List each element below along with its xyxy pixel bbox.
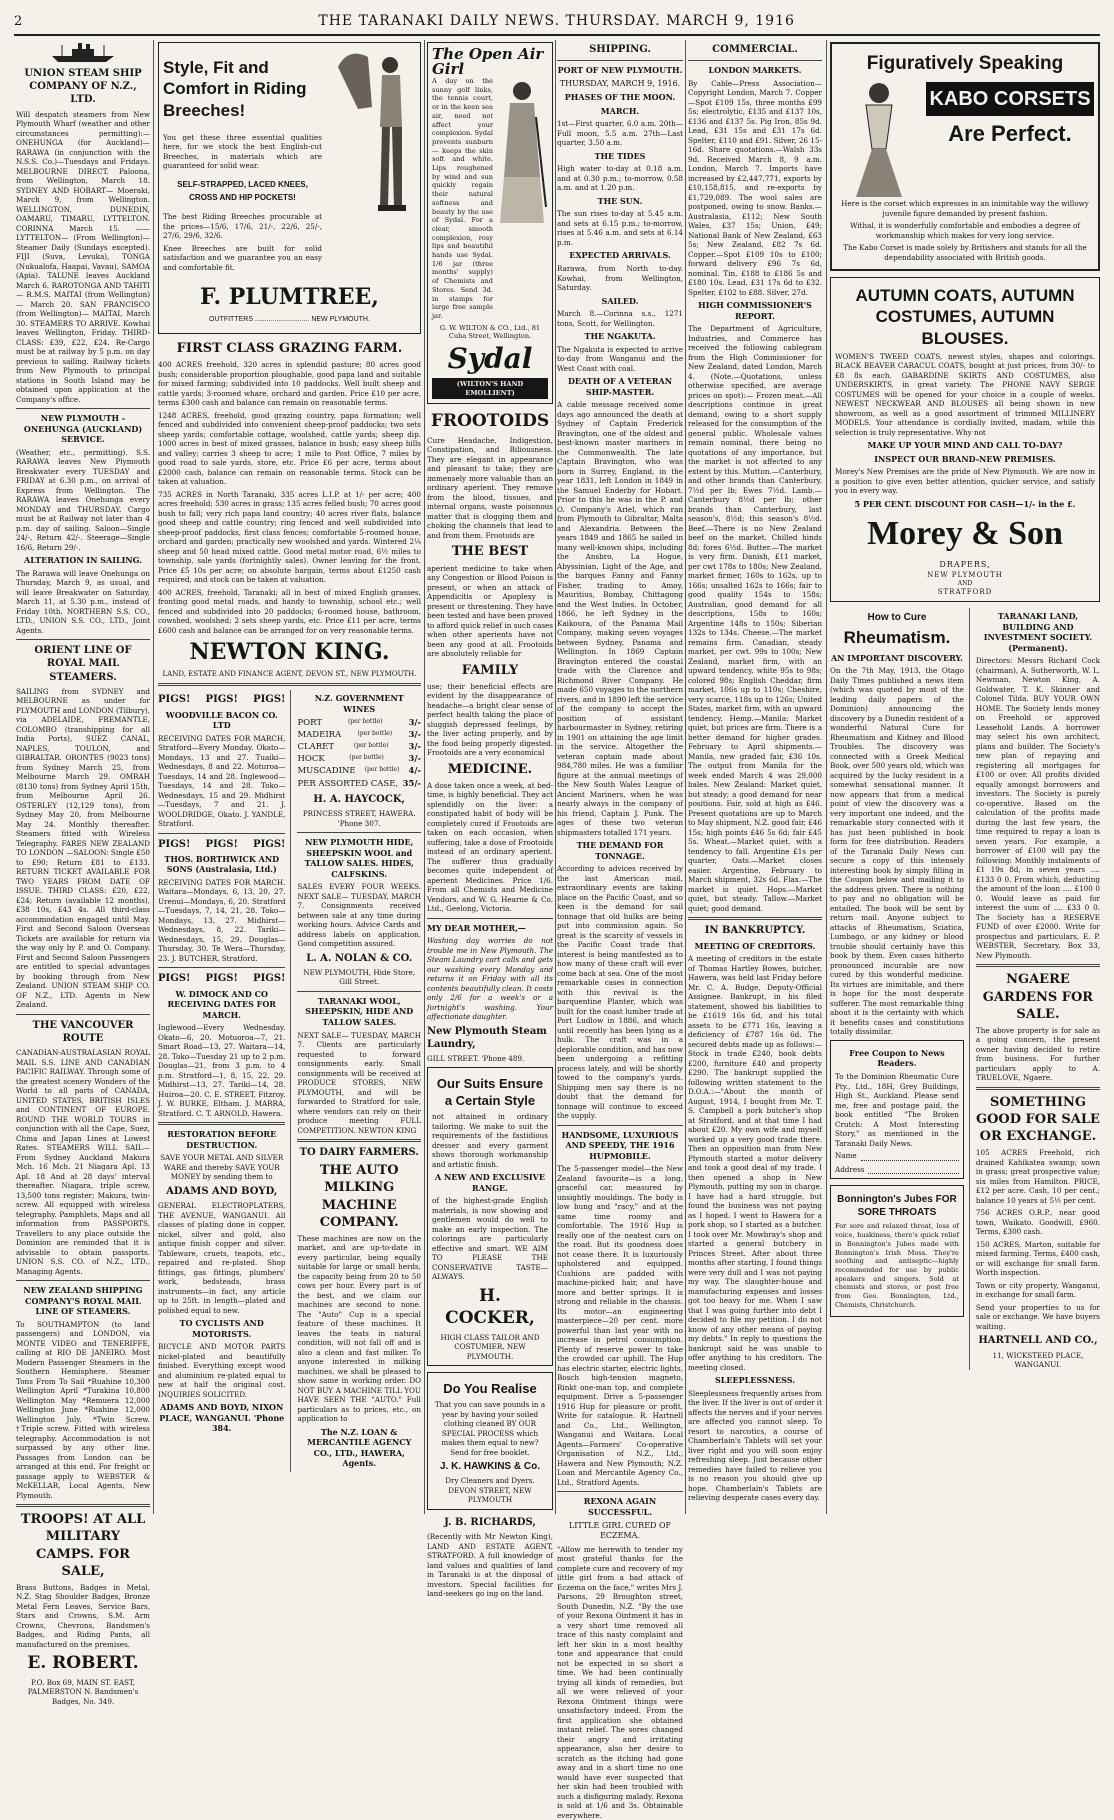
restoration-body: SAVE YOUR METAL AND SILVER WARE and thereby SAVE YOUR MONEY by sending them to: [160, 1153, 284, 1182]
adams-name: ADAMS AND BOYD,: [166, 1185, 278, 1197]
rheum-title: Rheumatism.: [843, 628, 951, 648]
dimock-body: Inglewood—Every Wednesday. Okato—6, 20. Motuoroa—7, 21. Smart Road—13, 27. Waitara—14, 28. Toko—Tuesday 21 up to 2 p.m. Douglas—21, from 3 p.m. to 4 p.m. Stratford—1, 8, 15, 22, 29. Midhirst—13, 27. Tariki—14, 28. Huiroa—20. C. E. STREET, Fitzroy. J. W. BURKE, Eltham. J. MARRA, Stratford. C. T. ARNOLD, Hawera.: [158, 1023, 286, 1118]
column-drapery-ads: [830, 40, 1100, 1514]
autumn-title: AUTUMN COATS, AUTUMN COSTUMES, AUTUMN BLOUSES.: [855, 286, 1075, 348]
cocker-address: HIGH CLASS TAILOR AND COSTUMIER, NEW PLYMOUTH.: [440, 1332, 540, 1361]
plumtree-ad: [158, 42, 421, 334]
wine-unit: (per bottle): [364, 766, 400, 774]
dairy-title: TO DAIRY FARMERS.: [299, 1147, 419, 1159]
frootoids-body: Cure Headache, Indigestion, Constipation, and Biliousness. They are elegant in appearance and pleasant to take; they are immensely more valuable than an ordinary aperient. They remove from the blood, tissues, and internal organs, waste poisonous matter that is clogging them and choking the channels that lead to and from them. Frootoids are: [427, 435, 553, 540]
plumtree-intro: You get these three essential qualities here, for we stock the best English-cut Breeches, in materials which are guaranteed for solid wear.: [163, 132, 322, 171]
auto-body: These machines are now on the market, and are up-to-date in every particular, being equally suitable for large or small herds, the capacity being from 20 to 50 cows per hour. Every part is of the best, and we claim our machines are second to none. The "Auto" Cup is a special feature of these machines. It leaves the teats in natural condition, will not fall off and is also a clean and fast milker. To anyone interested in milking machines, we shall be pleased to show same in working order. DO NOT BUY A MACHINE TILL YOU HAVE SEEN THE "AUTO." Full particulars as to prices, etc., on application to: [297, 1233, 421, 1424]
coupon-address-field[interactable]: [868, 1165, 958, 1175]
pigs-row: [158, 838, 285, 851]
london-body: By Cable—Press Association—Copyright London, March 7. Copper—Spot £109 15s, three months £99 5s; electrolytic, £135 and £137 10s, £136 and £137 5s. Pig Iron, 85s 9d. Lead, £31 15s and £31 17s 6d. Spelter, £110 and £91. Silver, 26 15-16d. Share quotations.—Walsh 33s 9d. Received March 8, 9 a.m. London, March 7. Imports have increased by £2,447,771, exports by £10,158,815, and re-exports by £1,729,089. The wool sales are postponed, owing to snow. Banks.—Australasia, £112; New South Wales, £37 15s; Union, £49; National Bank of New Zealand, £63 5s; New Zealand, £82 7s 6d. Copper.—Spot £109 10s to £100; forward delivery £96 7s 6d, nominal. Tin, £188 to £186 5s and £180 10s. Lead, £31 17s 6d to £32. Spelter, £102 to £88. Silver, 27d.: [688, 78, 822, 297]
taranaki-wool-title: TARANAKI WOOL, SHEEPSKIN, HIDE AND TALLOW SALES.: [305, 995, 414, 1027]
coupon-name-field[interactable]: [861, 1151, 959, 1161]
restoration-title: RESTORATION BEFORE DESTRUCTION.: [167, 1129, 277, 1150]
wine-price: 3/-: [408, 741, 421, 752]
wine-name: MADEIRA: [297, 729, 342, 740]
newton-king-name: NEWTON KING.: [189, 639, 390, 666]
jubes-ad: [830, 1185, 964, 1317]
sun-body: The sun rises to-day at 5.45 a.m. and sets at 6.15 p.m.; to-morrow, rises at 5.46 a.m. and sets at 6.14 p.m.: [557, 209, 683, 247]
pigs-row: [158, 693, 285, 706]
pigs-label: PIGS!: [253, 694, 286, 706]
wine-price: 3/-: [408, 729, 421, 740]
something-150: 150 ACRES, Marton, suitable for mixed farming. Terms, £400 cash, or will exchange for small farm. Worth inspection.: [975, 1239, 1101, 1278]
coupon-title: Free Coupon to News Readers.: [849, 1047, 945, 1069]
cocker-name: H. COCKER,: [445, 1285, 535, 1329]
wine-unit: (per bottle): [347, 717, 383, 725]
building-title: TARANAKI LAND, BUILDING AND INVESTMENT SOCIETY. (Permanent).: [983, 611, 1093, 653]
haycock-address: PRINCESS STREET, HAWERA. 'Phone 307.: [302, 809, 416, 828]
column-display-ads: [158, 40, 421, 1514]
alteration-title: ALTERATION IN SAILING.: [24, 555, 142, 566]
morey-name: Morey & Son: [867, 515, 1063, 553]
creditors-body: A meeting of creditors in the estate of Thomas Hartley Bowes, butcher, Hawera, was held last Friday before Mr. C. A. Budge, Deputy-Official Assignee. Bankrupt, in his filed statement, showed his liabilities to be £1619 16s 6d, and his total assets to be £771 16s, leaving a deficiency of £787 16s 6d. The secured debts made up as follows:—Stock in trade £240, book debts £200, furniture £40 and property £290. The bankrupt supplied the following written statement to the D.O.A.:—"About the month of August, 1914, I bought from Mr. T. S. Campbell a pork butcher's shop at Stratford, and at that time I had about £20. My own wife and myself worked up a very good trade there. Then an opposition man from New Plymouth started a motor delivery and took a good deal of my trade. I then opened a shop in New Plymouth, putting my son in charge. I have had a hard struggle, but found the business was not paying as I hoped. I went to Hawera for a pork shop, so I started as a butcher. I took over Mr. Mowbray's shop and started a general butchery in Princes Street. After about three months after starting, I found things were very dull and I was not paying my way. The slaughter-house and manufacturing expenses and losses got too heavy for me. When I saw that I was going further into debt I decided to file my petition. I do not know of any other means of paying my debts." In reply to questions the bankrupt said he was unable to offer anything to his creditors. The meeting closed.: [688, 954, 822, 1372]
farm-1248: 1248 ACRES, freehold, good grazing country, papa formation; well fenced and subdivided into convenient sheep-proof paddocks; two sets sheep yards; comfortable cottage, woolshed, cattle yards; sheep dip. 1000 acres in best of mixed grasses, balance in bush; easy sheep hills and valley; carries 3 sheep to acre; 1 mile to Post Office, 7 miles by good road to sale yards, store, etc. Price £6 per acre, terms about £2000 cash, balance can remain on reasonable terms. Stock can be taken at valuation.: [158, 410, 421, 487]
moon-month: MARCH.: [600, 105, 640, 116]
hawkins-ad: [427, 1372, 553, 1510]
corset-woman-illustration: [836, 79, 922, 199]
coupon-name-label: Name: [835, 1151, 857, 1161]
rheum-body: On the 7th May, 1913, the Otago Daily Times published a news item (which was quoted by most of the leading daily papers of the Dominion) announcing the discovery by a Dunedin resident of a wonderful Natural Cure for Rheumatism and Kidney and Blood Troubles. The discovery was connected with a Greek Medical Book, over 500 years old, which was acquired by the lucky resident in a somewhat sensational manner. It now appears that from a medical point of view the discovery was a very important one indeed, and the remarkable story connected with it has just been published in book form for free distribution. Readers of the Taranaki Daily News can secure a copy of this intensely interesting book by simply filling in the Coupon below and mailing it to the address given. There is nothing to pay and no obligation will be entailed. The book will be sent by return mail. Anyone subject to attacks of Rheumatism, Sciatica, Lumbago, or any kidney or blood trouble should certainly have this book by them. Even cases hitherto pronounced incurable are now cured by this wonderful medicine. Its virtues are inimitable, and there is hope for the most desperate sufferer. The most remarkable thing about it is the certainty with which it benefits cases and constitutions totally dissimilar.: [830, 666, 964, 1037]
suits-title: Our Suits Ensure a Certain Style: [436, 1075, 544, 1108]
farm-title: FIRST CLASS GRAZING FARM.: [176, 341, 403, 356]
column-shipping-news: [557, 40, 683, 1820]
wine-row: [297, 730, 421, 741]
haycock-name: H. A. HAYCOCK,: [313, 793, 406, 805]
wine-price: 3/-: [408, 754, 421, 765]
wine-price: 3/-: [408, 717, 421, 728]
wine-unit: (per bottle): [357, 729, 393, 737]
plumtree-headline: Style, Fit and Comfort in Riding Breeches!: [163, 58, 307, 120]
pigs-label: PIGS!: [158, 694, 191, 706]
horse-rider-illustration: [328, 47, 416, 217]
realise-title: Do You Realise: [443, 1381, 537, 1397]
union-steam-title: UNION STEAM SHIP COMPANY OF N.Z., LTD.: [24, 68, 142, 106]
onehunga-body: (Weather, etc., permitting). S.S. RARAWA leaves New Plymouth Breakwater every TUESDAY and FRIDAY at 6.30 p.m., on arrival of Express from Wellington. The RARAWA leaves Onehunga every MONDAY and THURSDAY. Cargo must be at Railway not later than 4 p.m. day of sailing. Saloon—Single 24/-, Return 42/-. Steerage—Single 16/6, Return 29/-.: [16, 447, 150, 552]
demand-title: THE DEMAND FOR TONNAGE.: [576, 840, 664, 861]
column-brand-ads: [427, 40, 553, 1599]
autumn-premises-body: Morey's New Premises are the pride of New Plymouth. We are now in a position to give even better attention, quicker service, and satisfy you in every way.: [835, 467, 1095, 496]
sydal-body: A day on the sunny golf links, the tennis court, or in the keen sea air, need not affect your complexion. Sydal prevents sunburn — keeps the skin soft and white. Lips roughened by wind and sun quickly regain their natural softness and beauty by the use of Sydal. For a clear, smooth complexion, rosy lips and beautiful hands use Sydal. 1/6 jar (three months' supply) of Chemists and Stores. Send 3d. in stamps for large free sample jar.: [432, 77, 493, 320]
sailed-body: March 8.—Corinna s.s., 1271 tons, Scott, for Wellington.: [557, 309, 683, 328]
onehunga-title: NEW PLYMOUTH - ONEHUNGA (AUCKLAND) SERVICE.: [23, 413, 143, 445]
best-body: aperient medicine to take when any Congestion or Blood Poison is present, or when an attack of Appendicitis or Apoplexy is present or threatening. They have been tested and have been proved to afford quick relief in such cases when other aperients have not been any good at all. Frootoids are absolutely reliable for: [427, 563, 553, 659]
kabo-headline: Figuratively Speaking: [866, 53, 1064, 74]
morey-role: DRAPERS,: [939, 560, 991, 570]
wine-price-list: [297, 718, 421, 790]
masthead: [14, 8, 1100, 36]
kabo-brand: KABO CORSETS: [926, 82, 1094, 116]
sydal-tag: (WILTON'S HAND EMOLLIENT): [432, 378, 548, 399]
cyclists-title: TO CYCLISTS AND MOTORISTS.: [179, 1318, 264, 1339]
sleeplessness-title: SLEEPLESSNESS.: [714, 1375, 795, 1386]
borthwick-body: RECEIVING DATES FOR MARCH. Waitara—Mondays, 6, 13, 20, 27. Urenui—Mondays, 6, 20. Stratford—Tuesdays, 7, 14, 21, 28. Toko—Mondays, 13, 27. Midhirst—Wednesdays, 8, 22. Tariki—Wednesdays, 15, 29. Douglas—Thursday, 30. Te Wera—Thursday, 23. J. BUTCHER, Stratford.: [158, 877, 286, 963]
auto-title: THE AUTO MILKING MACHINE COMPANY.: [319, 1163, 399, 1230]
rexona-body: "Allow me herewith to tender my most grateful thanks for the complete cure and recovery of my little girl from a bad attack of Eczema on the face," writes Mrs J. Parsons, 29 Broughton street, South Dunedin, N.Z. "By the use of your Rexona Ointment it has in a very short time removed all trace of this nasty complaint and left her skin in a most healthy tone and appearance that could not be expected in so short a time. We had been continually trying all kinds of remedies, but all we were relieved of your Rexona Ointment things were unsatisfactory indeed. From the first application she obtained instant relief. The sores changed their angry and irritating appearance, also her desire to scratch as the itching had gone away and in a short time no one would have ever suspected that her skin had been troubled with such a disfiguring malady. Rexona is sold at 1/6 and 3s. Obtainable everywhere.: [557, 1544, 683, 1820]
kabo-ad: [830, 42, 1100, 271]
robert-name: E. ROBERT.: [27, 1653, 139, 1674]
mother-title: MY DEAR MOTHER,—: [427, 922, 526, 933]
column-rule: [153, 40, 154, 1514]
adams-body: GENERAL ELECTROPLATERS, THE AVENUE, WANGANUI. All classes of plating done in copper, nickel, silver and gold, also antique finish copper and silver. Tableware, cruets, teapots, etc., repaired and re-plated. Shop fittings, gas fittings, plumbers' work, bedsteads, brass instruments—in fact, any article up to 25ft. in length—plated and polished equal to new.: [158, 1201, 286, 1315]
troops-title: TROOPS! AT ALL MILITARY CAMPS. FOR SALE,: [20, 1512, 146, 1579]
kabo-tag: Are Perfect.: [948, 121, 1072, 147]
wine-name: PORT: [297, 717, 323, 728]
ngaere-title: NGAERE GARDENS FOR SALE.: [982, 972, 1094, 1022]
robert-address: P.O. Box 69, MAIN ST. EAST, PALMERSTON N. Bandsmen's Badges, No. 349.: [27, 1677, 139, 1706]
morey-ad: [830, 277, 1100, 602]
autumn-premises: INSPECT OUR BRAND-NEW PREMISES.: [874, 453, 1056, 464]
pigs-label: PIGS!: [205, 838, 238, 850]
medicine-title: MEDICINE.: [447, 761, 533, 777]
wine-row: [297, 779, 421, 790]
sailed-title: SAILED.: [601, 295, 639, 306]
something-105: 105 ACRES Freehold, rich drained Kahikatea swamp; sown in grass; great prospective value; six miles from Hamilton. PRICE, £12 per acre. Cash, 10 per cent.; balance 10 years at 5½ per cent.: [975, 1148, 1100, 1205]
plumtree-features: SELF-STRAPPED, LACED KNEES, CROSS AND HIP POCKETS!: [177, 179, 308, 202]
column-commercial: [688, 40, 822, 1514]
best-title: THE BEST: [451, 544, 529, 560]
masthead-title: THE TARANAKI DAILY NEWS. THURSDAY. MARCH 9, 1916: [318, 13, 795, 29]
expected-body: Rarawa, from North to-day. Kowhai, from Wellington, Saturday.: [557, 264, 683, 293]
rexona-subtitle: LITTLE GIRL CURED OF ECZEMA.: [568, 1520, 672, 1541]
alteration-body: The Rarawa will leave Onehunga on Thursday, March 9, as usual, and will leave Breakwater on Saturday, March 11, at 5.30 p.m., instead of Friday 10th. NORTHERN S.S. CO., LTD., UNION S.S. CO., LTD., Joint Agents.: [16, 568, 150, 635]
plumtree-prices: The best Riding Breeches procurable at the prices—15/6, 17/6, 21/-, 22/6, 25/-, 27/6, 29/6, 32/6.: [163, 212, 322, 241]
suits-body2: of the highest-grade English materials, is now showing and gentlemen would do well to make an early inspection. The colorings are particularly effective and smart. WE AIM TO PLEASE THE CONSERVATIVE TASTE—ALWAYS.: [432, 1196, 548, 1282]
expected-title: EXPECTED ARRIVALS.: [569, 250, 671, 261]
plumtree-footer: OUTFITTERS ............................ NEW PLYMOUTH.: [209, 316, 370, 324]
moon-title: PHASES OF THE MOON.: [564, 92, 676, 103]
sydal-headline: The Open Air Girl: [432, 45, 544, 78]
taranaki-wool-body: NEXT SALE— TUESDAY, MARCH 7. Clients are particularly requested to forward consignments early. Small consignments will be received at PRODUCE STORES, NEW PLYMOUTH, and will be forwarded to Stratford for sale, where vendors can rely on their produce meeting FULL COMPETITION. NEWTON KING: [297, 1030, 421, 1135]
high-comm-title: HIGH COMMISSIONER'S REPORT.: [698, 300, 812, 321]
plumtree-note: Knee Breeches are built for solid satisfaction and we guarantee you an easy and comfortable fit.: [163, 243, 322, 272]
family-title: FAMILY: [461, 662, 519, 678]
wine-price: 35/-: [402, 778, 421, 789]
something-756: 756 ACRES O.R.P., near good town, Waikato. Goodwill, £960. Terms, £300 cash.: [975, 1208, 1100, 1237]
wine-name: CLARET: [297, 741, 335, 752]
wine-name: HOCK: [297, 754, 325, 765]
richards-name: J. B. RICHARDS,: [444, 1516, 536, 1528]
rheum-subtitle: AN IMPORTANT DISCOVERY.: [830, 652, 963, 663]
morey-and: AND: [957, 580, 973, 588]
mother-body: Washing day worries do not trouble me in New Plymouth. The Steam Laundry cart calls and gets our washing every Monday and returns it on Friday with all its contents beautifully clean. It costs only 2/6 for a week's or a fortnight's washing. Your affectionate daughter.: [427, 936, 553, 1022]
sydal-ad: [427, 42, 553, 404]
moon-body: 1st—First quarter, 6.0 a.m. 20th—Full moon, 5.5 a.m. 27th—Last quarter, 3.50 a.m.: [557, 119, 683, 148]
sydal-brand: Sydal: [447, 342, 533, 376]
coupon-address-label: Address: [835, 1164, 865, 1174]
pigs-label: PIGS!: [158, 973, 191, 985]
page-number: 2: [14, 13, 24, 29]
something-note: Send your properties to us for sale or exchange. We have buyers waiting.: [975, 1302, 1100, 1331]
something-town: Town or city property, Wanganui, in exchange for small farm.: [975, 1280, 1100, 1300]
london-title: LONDON MARKETS.: [708, 65, 802, 76]
tides-body: High water to-day at 0.18 a.m. and at 0.30 p.m.; to-morrow, 0.58 a.m. and at 1.20 p.m.: [557, 164, 683, 193]
morey-place-2: STRATFORD: [937, 588, 993, 597]
nz-wines-title: N.Z. GOVERNMENT WINES: [314, 693, 404, 714]
steamship-icon: [48, 42, 118, 64]
sheepskin-title: NEW PLYMOUTH HIDE, SHEEPSKIN WOOL and TALLOW SALES. HIDES, CALFSKINS.: [304, 837, 414, 879]
jubes-body: For sore and relaxed throat, loss of voice, huskiness, there's quick relief in Bonnington's Jubes made with Bonnington's Irish Moss. They're soothing and antiseptic—highly recommended for use by public speakers and singers. Sold at chemists and stores, or post free from Geo. Bonnington, Ltd., Chemists, Christchurch.: [835, 1222, 959, 1309]
date-line: THURSDAY, MARCH 9, 1916.: [559, 78, 681, 88]
wine-price: 4/-: [408, 766, 421, 777]
hartnell-name: HARTNELL AND CO.,: [978, 1335, 1098, 1347]
something-title: SOMETHING GOOD FOR SALE OR EXCHANGE.: [975, 1094, 1100, 1145]
borthwick-title: THOS. BORTHWICK AND SONS (Australasia, Ltd.): [164, 853, 280, 875]
orient-title: ORIENT LINE OF ROYAL MAIL STEAMERS.: [34, 645, 132, 683]
medicine-body: A dose taken once a week, at bed-time, is highly beneficial. They act splendidly on the liver: a constipated habit of body will be completely cured if Frootoids are taken on each occasion, when suffering, take a dose of Frootoids instead of an ordinary aperient. The sufferer thus gradually becomes quite independent of aperient Medicines. Price 1/6. From all Chemists and Medicine Vendors, and W. G. Hearne & Co. Ltd., Geelong, Victoria.: [427, 780, 553, 914]
woodville-title: WOODVILLE BACON CO. LTD: [165, 709, 278, 731]
suits-new: A NEW AND EXCLUSIVE RANGE.: [435, 1172, 545, 1193]
union-steam-body: Will despatch steamers from New Plymouth Wharf (weather and other circumstances permitting):— ONEHUNGA (for Auckland)— RARAWA (in conjunction with the N.S.S. Co.)—Tuesdays and Fridays. MELBOURNE DIRECT. Paloona, from Wellington, March 18. SYDNEY AND HOBART— Moeraki, March 9, from Wellington. WELLINGTON, DUNEDIN, OAMARU, TIMARU, LYTTELTON. CORINNA March 15. ——LYTTELTON— (From Wellington)— Steamer Daily (Sundays excepted). FIJI (Suva, Levuka), TONGA (Nukualofa, Haapai, Vavau), SAMOA (Apia). TALUNE leaves Auckland March 6. RAROTONGA AND TAHITI— R.M.S. MAITAI (from Wellington)— March 20. SAN FRANCISCO (from Wellington)— MAITAI, March 30. STEAMERS TO ARRIVE. Kowhai leaves Wellington, Friday. THIRD-CLASS: £39, £22, £24. Re-Cargo must be at railway by 5 p.m. on day previous to sailing. Railway tickets from New Plymouth to principal stations in South Island may be obtained upon application at the Company's office.: [16, 109, 150, 404]
hupmobile-title: HANDSOME, LUXURIOUS AND SPEEDY, THE 1916 HUPMOBILE.: [561, 1129, 679, 1161]
ngakuta-title: THE NGAKUTA.: [584, 331, 656, 342]
farm-735: 735 ACRES in North Taranaki, 335 acres L.I.P. at 1/- per acre; 400 acres freehold; 530 acres in grass; 135 acres felled bush; 70 acres good bush to fall; very rich papa land country; 40 acres river flats, balance good sheep and cattle country; ring fenced and well subdivided into sheep-proof paddocks, first class fences; comfortable 5-roomed house, orchard and garden; practically new woolshed and yards. Wintered 2¼ sheep and 50 head mixed cattle. Good metal motor road, 6½ miles to township, sale yards (fortnightly sales). Owner leaving for the front. Price £5 10s per acre; on absolute bargain, terms about £1250 cash required, and stock can be taken at valuation.: [158, 489, 421, 585]
nolan-name: L. A. NOLAN & CO.: [306, 952, 413, 964]
laundry-title: New Plymouth Steam Laundry,: [427, 1025, 547, 1051]
rexona-title: REXONA AGAIN SUCCESSFUL.: [583, 1496, 657, 1517]
dimock-title: W. DIMOCK AND CO RECEIVING DATES FOR MARCH.: [167, 988, 276, 1020]
nzshipping-title: NEW ZEALAND SHIPPING COMPANY'S ROYAL MAIL LINE OF STEAMERS.: [23, 1285, 143, 1317]
bankruptcy-title: IN BANKRUPTCY.: [704, 925, 806, 937]
family-body: use; their beneficial effects are evident by the disappearance of headache—a bright clear sense of perfect health taking the place of sluggish depressed feelings, by the liver acting properly, and by the food being properly digested. Frootoids are a very economical: [427, 681, 553, 758]
kabo-body-3: The Kabo Corset is made solely by Britishers and stands for all the dependability associated with British goods.: [843, 243, 1087, 262]
morey-place-1: NEW PLYMOUTH: [927, 570, 1003, 579]
pigs-label: PIGS!: [253, 973, 286, 985]
wine-row: [297, 742, 421, 753]
sun-title: THE SUN.: [597, 195, 643, 206]
high-comm-body: The Department of Agriculture, Industries, and Commerce has received the following cablegram from the High Commissioner for New Zealand, dated London, March 4. (Note.—Quotations, unless otherwise specified, are average prices on spot):— Frozen meat.—All descriptions continue in great demand, owing to a short supply released for the consumption of the general public. Wholesale values remain nominal, there being no quotations of any importance, but the market is not affected to any extent by this. Mutton.—Canterbury, and other brands than Canterbury, 7½d per lb; Ewes 7½d. Lamb.—Canterbury 8½d per lb; other brands than Canterbury, last season's, 8½d; this season's 8½d. Beef.—There is no New Zealand beef on the market. Chilled hinds 8d; fores 6½d. Butter.—The market is very firm. Danish, £11 market, per cwt 178s to 180s; New Zealand, market firmer, 160s to 162s, up to 166s; unsalted 162s to 166s; fair to good quality 154s to 158s; Australian, good demand for all descriptions, 158s to 160s; Argentine 148s to 150s; Siberian 132s to 134s. Cheese.—The market remains firm. Canadian, steady market, per cwt. 99s to 100s; New Zealand, market firm, with an upward tendency, white 95s to 98s; colored 98s; English Cheddar, firm market, 106s up to 110s; Cheshire, very scarce, 118s up to 126s; United States, market firm, with an upward tendency. Hemp.—Manila: Market quiet, but prices are firm. There is a better demand for higher grades. February to April shipments.—Manila, new graded fair, £36 10s. The output from Manila for the week ended March 4 was 29,000 bales. New Zealand: Market quiet, but steady; a good demand for near positions. Fair, sold at high as £46. Present quotations are up to March to May shipment, N.Z. good fair, £46 15s; high points £46 5s 6d; fair £45 5s. Wheat.—Market quiet, with a tendency to fall. Argentine £1s per quarter, Oats.—Market closes easier. Argentine, February to March shipment, 32s 6d. Flax.—The market is quiet. Hops.—Market quiet, but steady. Tallow.—Market quiet; good demand.: [688, 324, 822, 913]
wine-row: [297, 766, 421, 777]
pigs-row: [158, 972, 285, 985]
autumn-discount: 5 PER CENT. DISCOUNT FOR CASH—1/- in the £.: [854, 498, 1076, 509]
nolan-address: NEW PLYMOUTH, Hide Store, Gill Street.: [303, 967, 416, 987]
wine-row: [297, 718, 421, 729]
pigs-label: PIGS!: [158, 838, 191, 850]
pigs-label: PIGS!: [205, 973, 238, 985]
ngakuta-body: The Ngakuta is expected to arrive to-day from Wanganui and the West Coast with coal.: [557, 344, 683, 373]
wine-name: MUSCADINE: [297, 766, 356, 777]
vancouver-body: CANADIAN-AUSTRALASIAN ROYAL MAIL S.S. LINE AND CANADIAN PACIFIC RAILWAY. Through some of the greatest scenery Wonders of the World to all parts of CANADA, UNITED STATES, BRITISH ISLES and CONTINENT OF EUROPE. ROUND THE WORLD TOURS in conjunction with all the Cape, Suez, China and Japan Lines at Lowest Rates. STEAMERS WILL SAIL— From Sydney Auckland Makura Mch. 16 Mch. 21 Niagara Apl. 13 Apl. 18 And at 28 days' interval thereafter. Niagara, triple screw, 13,500 tons register; Makura, twin-screw. All equipped with wireless telegraphy. Pamphlets, Maps and all information from PASSPORTS. Travellers to any place outside the Dominion are reminded that it is advisable to obtain passports. UNION S.S. CO. of N.Z., LTD., Managing Agents.: [16, 1048, 150, 1276]
hawkins-name: J. K. HAWKINS & Co.: [439, 1461, 540, 1473]
farm-400: 400 ACRES freehold, 320 acres in splendid pasture; 80 acres good bush; considerable proportion ploughable, good papa land and suitable for mixed farming; subdivided into 10 paddocks. Well built sheep and cattle yards; 3-roomed whare, orchard and garden. Price £10 per acre, terms £300 cash and balance can remain on reasonable terms.: [158, 360, 421, 408]
orient-body: SAILING from SYDNEY and MELBOURNE as under for PLYMOUTH and LONDON (Tilbury), via ADELAIDE, FREMANTLE, COLOMBO (transhipping for all India Ports), SUEZ CANAL, NAPLES, TOULON, and GIBRALTAR. ORONTES (9023 tons) from Sydney March 25, from Melbourne March 29. OMRAH (8130 tons) from Sydney April 15th, from Melbourne April 26. OSTERLEY (12,129 tons), from Sydney May 20, from Melbourne May 24. Monthly thereafter. Steamers fitted with Wireless Telegraphy. FARES NEW ZEALAND TO LONDON —SALOON: Single £50 to £90; Return £81 to £133. RETURN TICKET AVAILABLE FOR TWO YEARS FROM DATE OF ISSUE. THIRD CLASS: £20, £22, £24; Return (available 12 months), £38 10s, £43 4s. All third-class accommodation engaged until May. First and Second Saloon Overseas Tickets are available for return via the way only by P. and O. Company. First and Second Saloon Passengers are entitled to special advantages by booking through from New Zealand. UNION STEAM SHIP CO. OF N.Z., LTD. Agents in New Zealand.: [16, 686, 150, 1010]
newton-king-address: LAND, ESTATE AND FINANCE AGENT, DEVON ST., NEW PLYMOUTH.: [162, 670, 417, 679]
kabo-body-2: Withal, it is wonderfully comfortable and embodies a degree of workmanship which makes for very long service.: [850, 221, 1080, 240]
sydal-agent: G. W. WILTON & CO., Ltd., 81 Cuba Street, Wellington.: [439, 323, 541, 341]
column-rule: [555, 40, 556, 1514]
column-rule: [685, 40, 686, 1514]
sheepskin-body: SALES EVERY FOUR WEEKS. NEXT SALE— TUESDAY, MARCH 7. Consignments received between sale at any time during working hours. Advice Cards and address labels on application. Good competition assured.: [297, 882, 421, 949]
hartnell-address: 11, WICKSTEED PLACE, WANGANUI.: [992, 1350, 1084, 1370]
realise-body: That you can save pounds in a year by having your soiled clothing cleaned BY OUR SPECIAL PROCESS which makes them equal to new? Send for free booklet.: [434, 1400, 546, 1457]
laundry-address: GILL STREET. 'Phone 489.: [427, 1054, 525, 1064]
sleeplessness-body: Sleeplessness frequently arises from the liver. If the liver is out of order it affects the nerves and if your nerves are affected you cannot sleep. To resort to narcotics, a course of Chamberlain's Tablets will set your liver right and you will soon enjoy refreshing sleep. Just because other remedies have failed to relieve you is no reason you should give up hope. Chamberlain's Tablets are relieving desperate cases every day.: [688, 1388, 822, 1503]
wine-row: [297, 754, 421, 765]
coupon-body: To the Dominion Rheumatic Cure Pty., Ltd., 18H, Grey Buildings, High St., Auckland. Please send me, free and postage paid, the book entitled "The Broken Crutch: A Most Interesting Story," as mentioned in the Taranaki Daily News.: [835, 1072, 959, 1148]
autumn-cta: MAKE UP YOUR MIND AND CALL TO-DAY?: [867, 440, 1063, 451]
rheum-kicker: How to Cure: [867, 612, 927, 624]
hawkins-address: Dry Cleaners and Dyers. DEVON STREET, NEW PLYMOUTH: [445, 1476, 535, 1505]
hupmobile-body: The 5-passenger model—the New Zealand favourite—is a long, graceful car, measured by unsightly mouldings. The body is low hung and "racy," and at the same time roomy and comfortable. The 1916 Hup is really one of the neatest cars on the road. But its goodness does not cease there. It is luxuriously upholstered and equipped. Cushions are padded with machine-picked hair, and have more and better springs. It is strong and reliable in the chassis. Its motor—an engineering masterpiece—20 per cent. more powerful than last year with no increase in petrol consumption. Plenty of reserve power to take the crowded car uphill. The Hup has electric starter, electric lights, Bosch high-tension magneto, Rinkt one-man top, and complete equipment. Drive a 5-passenger 1916 Hup for pleasure or profit. Write for catalogue. R. Hartnell and Co., Ltd., Wellington, Wanganui and Waitara. Local Agents—Farmers' Co-operative Organisation of N.Z., Ltd., Hawera and New Plymouth; N.Z. Loan and Mercantile Agency Co., Ltd., Stratford Agents.: [557, 1164, 683, 1487]
shipping-title: SHIPPING.: [589, 44, 651, 55]
pigs-label: PIGS!: [205, 694, 238, 706]
suits-body: not attained in ordinary tailoring. We make to suit the requirements of the fastidious dresser and every garment shows thorough workmanship and artistic finish.: [432, 1112, 548, 1169]
auto-agent: The N.Z. LOAN & MERCANTILE AGENCY CO., LTD., HAWERA, Agents.: [307, 1426, 412, 1469]
port-title: PORT OF NEW PLYMOUTH.: [557, 65, 683, 76]
farm-400b: 400 ACRES, freehold, Taranaki; all in best of mixed English grasses, fronting good metal roads, and handy to township, school etc.; well fenced and subdivided into 20 paddocks; 6-roomed house, bathroom, cowshed, woolshed; 2 sets sheep yards, etc. Price £11 per acre, terms £600 cash and balance can be arranged for on very reasonable terms.: [158, 587, 421, 635]
troops-body: Brass Buttons, Badges in Metal, N.Z. Stag Shoulder Badges, Bronze Metal Fern Leaves, Service Bars, Stars and Crowns, S.M. Arm Crowns, Chevrons, Bandsmen's Badges, and Riding Pants, all manufactured on the premises.: [16, 1582, 150, 1649]
creditors-title: MEETING OF CREDITORS.: [694, 940, 816, 951]
woodville-body: RECEIVING DATES FOR MARCH, Stratford—Every Monday. Okato—Mondays, 13 and 27. Tuaiki—Wednesdays, 8 and 22. Moturoa—Tuesdays, 14 and 28. Inglewood—Tuesdays, 14 and 28. Toko—Wednesdays, 15 and 29. Midhirst—Tuesdays, 7 and 21. J. WOOLDRIDGE, Okato. J. YANDLE, Stratford.: [158, 733, 286, 829]
vancouver-title: THE VANCOUVER ROUTE: [32, 1019, 134, 1044]
nzshipping-body: To SOUTHAMPTON (to land passengers) and LONDON, via MONTE VIDEO and TENERIFFE, calling at RIO DE JANEIRO. Most Modern Passenger Steamers in the Southern Hemisphere. Steamer Tons From To Sail *Ruahine 10,300 Wellington April *Turakina 10,800 Wellington May *Remuera 12,000 Wellington June *Ruahine 12,000 Wellington July. *Twin Screw. †Triple screw. Fitted with wireless telegraphy. Accommodation is not surpassed by any other line. Passages from London can be arranged at this end. For freight or passage apply to WEBSTER & McKELLAR, Local Agents, New Plymouth.: [16, 1319, 150, 1500]
column-rule: [424, 40, 425, 1514]
wine-name: PER ASSORTED CASE,: [297, 778, 399, 789]
column-shipping-ads: [16, 40, 150, 1706]
autumn-body: WOMEN'S TWEED COATS, newest styles, shapes and colorings. BLACK BEAVER CARACUL COATS, bought at just prices, from 30/- to £8 8s each. GABARDINE SKIRTS AND COSTUMES, also UNDERSKIRTS, in great variety. The PHONE NAVY SERGE COSTUMES will be opened for your choice in a couple of weeks. NEWEST NECKWEAR AND BLOUSES all being shown in new showroom, as well as a good assortment of trimmed MILLINERY MODELS. Your attendance is cordially invited, madam, while this selection is truly representative. Why not: [835, 351, 1095, 437]
richards-body: (Recently with Mr Newton King), LAND AND ESTATE AGENT, STRATFORD. A full knowledge of land values and qualities of land in Taranaki is at the disposal of investors. Special facilities for land-seekers go ing on the land.: [427, 1532, 553, 1599]
cocker-ad: [427, 1067, 553, 1366]
coupon[interactable]: [830, 1040, 964, 1179]
pigs-label: PIGS!: [253, 838, 286, 850]
kabo-body-1: Here is the corset which expresses in an inimitable way the willowy juvenile figure demanded by present fashion.: [841, 199, 1089, 218]
death-title: DEATH OF A VETERAN SHIP-MASTER.: [567, 376, 673, 397]
open-air-girl-illustration: [496, 77, 548, 227]
death-body: A cable message received some days ago announced the death at Sydney of Captain Frederick Bravington, one of the oldest and best-known master mariners in the Commonwealth. The late Captain Bravington, who was born in Surrey, England, in the year 1831, left London in 1849 in the Samuel Enderby for Hobart. Prior to this he was in the P. and O. Company's Ariel, which ran from Plymouth to Gibraltar, Malta and Alexandria. Between the years 1849 and 1865 he sailed in many well-known ships, including the Ansbro, La Hogue, Abyssinian, Light of the Age, and the barques Fanny and Fanny Fisher, trading to Amoy, Mauritius, Bombay, Chittagong and the West Indies. In October, 1866, he left Sydney in the Kaikoura, of the Panama Mail Company, making seven voyages between Sydney, Panama and Wellington. In 1869 Captain Bravington entered the coastal trade with the Clarence and Richmond River Company. He made 650 voyages to the northern rivers, and in 1890 left the service of the company to accept the position of assistant harbourmaster in Sydney, retiring in 1901 on attaining the age limit in the service. Altogether the veteran captain made about 984,780 miles. He was a familiar figure at the annual meetings of the New South Wales League of Ancient Mariners, when he was nearly always in the company of his friend, Captain J. Punk. The ages of these two veteran shipmasters totalled 171 years.: [557, 400, 683, 837]
column-rule: [826, 40, 827, 1514]
building-body: Directors: Messrs Richard Cock (chairman), A. Sutherworth, W. L. Newman, Newton King, A. Goldwater, T. K. Skinner and Colonel Tilda. BUY YOUR OWN HOME. The Society lends money on Freehold or approved Leasehold Lands. A borrower may select his own architect, plans and builder. The Society's new plan of repaying and registering all mortgages for £100 or over. All profits divided equally amongst borrowers and investors. The Society is purely co-operative. Based on the calculation of the profits made during the last few years, the time required to repay a loan is seven years. For example, a borrower of £100 will pay the following: Monthly instalments of £1 19s 8d, in seven years .... £133 0 0. From which, deducting the amount of the loan .... £100 0 0. Would leave as paid for interest the sum of .... £33 0 0. The Society has a RESERVE FUND of over £2000. Write for prospectus and particulars, E. P. WEBSTER, Secretary. Box 33, New Plymouth.: [975, 656, 1100, 960]
ngaere-body: The above property is for sale as a going concern, the present owner having decided to retire from business. For further particulars apply to A. TRUELOVE, Ngaere.: [975, 1025, 1100, 1083]
frootoids-title: FROOTOIDS: [430, 411, 550, 432]
wine-unit: (per bottle): [349, 754, 384, 762]
cyclists-body: BICYCLE AND MOTOR PARTS nickel-plated and beautifully finished. Everything except wood and aluminium re-plated equal to new at half the original cost. INQUIRIES SOLICITED.: [158, 1342, 286, 1399]
jubes-title: Bonnington's Jubes FOR SORE THROATS: [837, 1194, 957, 1219]
demand-body: According to advices received by the last American mail, extraordinary events are taking place on the Pacific Coast, and so keen is the demand for sail tonnage that old hulks are being put into commission again. So great is the scarcity of vessels in the Pacific Coast trade that interest is being manifested as to how many of these craft will ever come back at sea. One of the most remarkable cases in connection with this revival is the barquentine Planter, which was built for the coast lumber trade at Port Ludlow in 1886, and which until recently has been lying as a hulk. The craft was in a deplorable condition, and has now been undergoing a refitting process lately, and will be shortly towed to the company's yards. Shipping men say there is no doubt that the demand for tonnage will continue to exceed the supply.: [557, 864, 683, 1121]
plumtree-name: F. PLUMTREE,: [200, 284, 379, 311]
commercial-title: COMMERCIAL.: [712, 44, 798, 55]
tides-title: THE TIDES: [594, 150, 646, 161]
wine-unit: (per bottle): [353, 741, 389, 749]
adams-footer: ADAMS AND BOYD, NIXON PLACE, WANGANUI. 'Phone 384.: [159, 1402, 285, 1434]
